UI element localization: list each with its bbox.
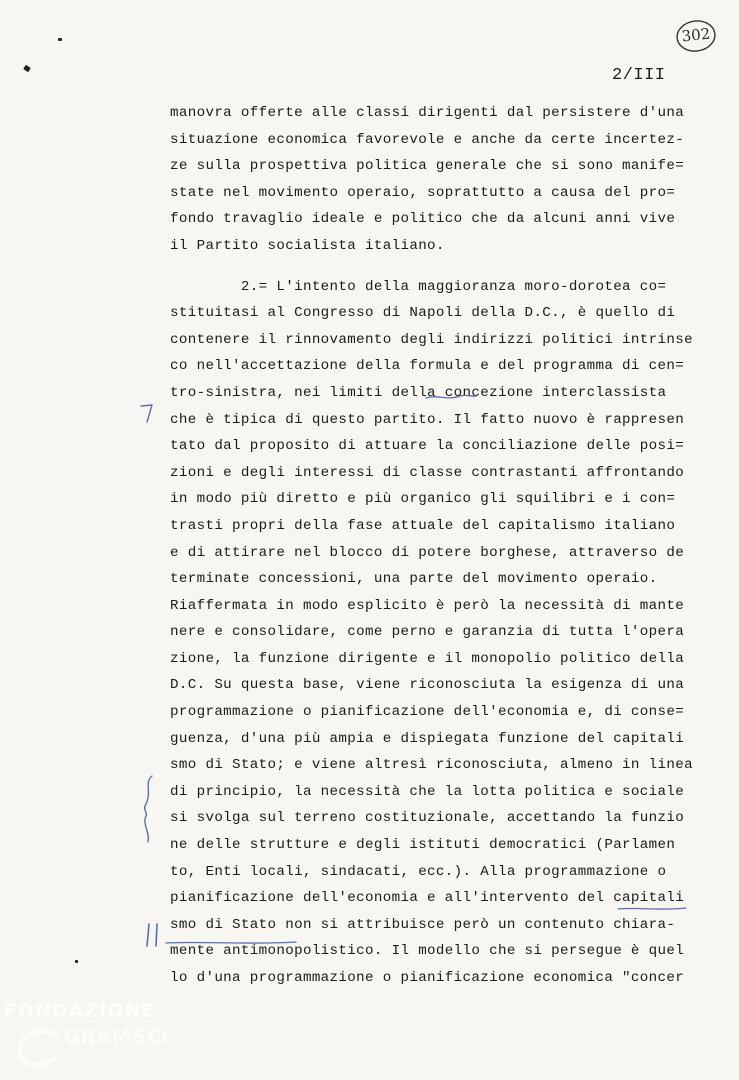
text-line: di principio, la necessità che la lotta politica e sociale <box>170 783 685 800</box>
text-line: 2.= L'intento della maggioranza moro-dorotea co= <box>170 278 667 295</box>
watermark-line-1: FONDAZIONE <box>4 1000 156 1022</box>
text-line: D.C. Su questa base, viene riconosciuta la esigenza di una <box>170 677 685 694</box>
text-line: contenere il rinnovamento degli indirizzi politici intrinse <box>170 331 693 348</box>
text-line: manovra offerte alle classi dirigenti dal persistere d'una <box>170 105 685 121</box>
folio-stamp <box>674 18 718 54</box>
text-line: il Partito socialista italiano. <box>170 237 445 254</box>
text-line: terminate concessioni, una parte del movimento operaio. <box>170 571 658 588</box>
text-line: pianificazione dell'economia e all'intervento del capitali <box>170 890 685 907</box>
paragraph-gap <box>170 260 710 274</box>
text-line: smo di Stato; e viene altresì riconosciuta, almeno in linea <box>170 757 693 774</box>
underline-mark <box>160 938 300 948</box>
speck-mark <box>75 960 78 963</box>
text-line: nere e consolidare, come perno e garanzia di tutta l'opera <box>170 624 685 641</box>
text-line: tato dal proposito di attuare la conciliazione delle posi= <box>170 438 685 455</box>
text-line: smo di Stato non si attribuisce però un contenuto chiara- <box>170 916 676 933</box>
text-line: ne delle strutture e degli istituti democratici (Parlamen <box>170 837 676 854</box>
text-line: trasti propri della fase attuale del capitalismo italiano <box>170 517 676 534</box>
text-line: Riaffermata in modo esplicito è però la necessità di mante <box>170 597 685 614</box>
watermark-line-2: GRAMSCI <box>64 1026 170 1048</box>
text-line: to, Enti locali, sindacati, ecc.). Alla programmazione o <box>170 863 667 880</box>
folio-number: 302 <box>680 24 712 46</box>
text-line: si svolga sul terreno costituzionale, accettando la funzio <box>170 810 685 827</box>
text-line: tro-sinistra, nei limiti della concezione interclassista <box>170 384 667 401</box>
text-line: stituitasi al Congresso di Napoli della D.C., è quello di <box>170 305 676 322</box>
speck-mark <box>58 38 62 41</box>
text-line: situazione economica favorevole e anche da certe incertez- <box>170 131 685 148</box>
text-line: zioni e degli interessi di classe contrastanti affrontando <box>170 464 685 481</box>
text-line: lo d'una programmazione o pianificazione economica "concer <box>170 970 685 986</box>
text-line: mente antimonopolistico. Il modello che si persegue è quel <box>170 943 685 960</box>
text-line: e di attirare nel blocco di potere borghese, attraverso de <box>170 544 685 561</box>
watermark-logo <box>4 996 254 1076</box>
underline-mark <box>424 392 478 402</box>
text-line: programmazione o pianificazione dell'economia e, di conse= <box>170 704 685 721</box>
text-line: ze sulla prospettiva politica generale che si sono manife= <box>170 158 685 175</box>
typewritten-text <box>170 100 710 992</box>
speck-mark <box>23 65 31 73</box>
underline-mark <box>616 904 688 914</box>
margin-brace-mark <box>138 772 160 846</box>
text-line: che è tipica di questo partito. Il fatto nuovo è rappresen <box>170 411 685 428</box>
text-line: co nell'accettazione della formula e del programma di cen= <box>170 358 685 375</box>
margin-tick-mark <box>138 402 158 426</box>
text-line: zione, la funzione dirigente e il monopolio politico della <box>170 650 685 667</box>
page-number: 2/III <box>612 66 666 85</box>
text-line: in modo più diretto e più organico gli squilibri e i con= <box>170 491 676 508</box>
text-line: guenza, d'una più ampia e dispiegata funzione del capitali <box>170 730 685 747</box>
text-line: fondo travaglio ideale e politico che da alcuni anni vive <box>170 211 676 228</box>
text-line: state nel movimento operaio, soprattutto a causa del pro= <box>170 184 676 201</box>
